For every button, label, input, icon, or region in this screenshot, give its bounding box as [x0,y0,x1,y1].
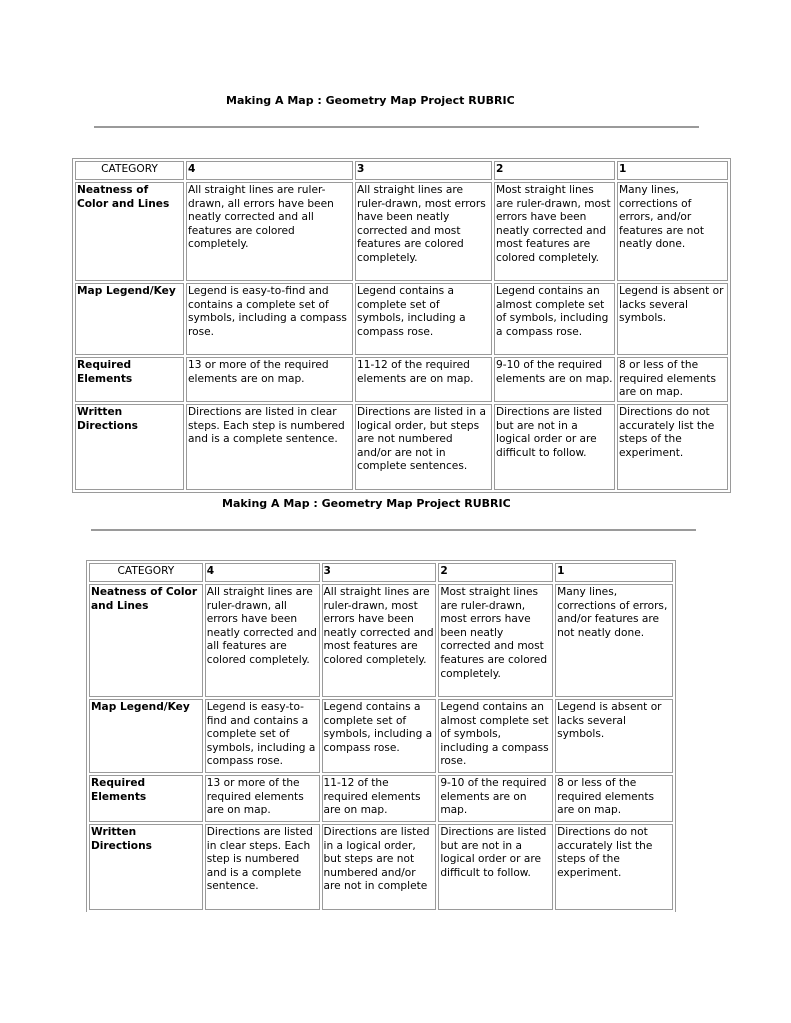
cell-score-1: 8 or less of the required elements are on map. [555,775,673,822]
cell-score-1: Directions do not accurately list the steps of the experiment. [617,404,728,490]
cell-score-1: Legend is absent or lacks several symbols. [555,699,673,773]
cell-score-1: 8 or less of the required elements are on map. [617,357,728,402]
cell-score-4: All straight lines are ruler-drawn, all errors have been neatly corrected and all features are colored completely. [186,182,353,281]
cell-score-3: 11-12 of the required elements are on map. [322,775,437,822]
cell-score-2: Most straight lines are ruler-drawn, most errors have been neatly corrected and most features are colored completely. [438,584,553,697]
cell-score-3: All straight lines are ruler-drawn, most errors have been neatly corrected and most features are colored completely. [355,182,492,281]
cell-score-4: Directions are listed in clear steps. Each step is numbered and is a complete sentence. [205,824,320,910]
divider [91,529,696,531]
table-row [75,404,728,490]
cell-score-1: Many lines, corrections of errors, and/or features are not neatly done. [617,182,728,281]
cell-score-1: Legend is absent or lacks several symbols. [617,283,728,355]
header-score-4: 4 [186,161,353,180]
header-score-3: 3 [355,161,492,180]
cell-score-2: Directions are listed but are not in a logical order or are difficult to follow. [438,824,553,910]
cell-score-3: All straight lines are ruler-drawn, most errors have been neatly corrected and most features are colored completely. [322,584,437,697]
cell-score-4: Directions are listed in clear steps. Each step is numbered and is a complete sentence. [186,404,353,490]
cell-score-2: Legend contains an almost complete set of symbols, including a compass rose. [438,699,553,773]
table-row [75,357,728,402]
header-score-4: 4 [205,563,320,582]
header-score-2: 2 [438,563,553,582]
table-row [75,283,728,355]
cell-score-4: Legend is easy-to-find and contains a complete set of symbols, including a compass rose. [205,699,320,773]
cell-score-4: 13 or more of the required elements are on map. [186,357,353,402]
rubric-table-clip [86,560,678,916]
cell-score-4: All straight lines are ruler-drawn, all errors have been neatly corrected and all features are colored completely. [205,584,320,697]
cell-score-3: 11-12 of the required elements are on map. [355,357,492,402]
cell-score-2: 9-10 of the required elements are on map. [494,357,615,402]
row-category: Neatness of Color and Lines [75,182,184,281]
header-score-3: 3 [322,563,437,582]
cell-score-2: 9-10 of the required elements are on map. [438,775,553,822]
cell-score-4: 13 or more of the required elements are on map. [205,775,320,822]
cell-score-4: Legend is easy-to-find and contains a complete set of symbols, including a compass rose. [186,283,353,355]
cell-score-2: Directions are listed but are not in a logical order or are difficult to follow. [494,404,615,490]
header-score-2: 2 [494,161,615,180]
page-title: Making A Map : Geometry Map Project RUBRIC [222,497,511,510]
cell-score-1: Directions do not accurately list the steps of the experiment. [555,824,673,910]
cell-score-3: Legend contains a complete set of symbols, including a compass rose. [355,283,492,355]
cell-score-2: Legend contains an almost complete set of symbols, including a compass rose. [494,283,615,355]
header-row [89,563,673,582]
table-row [75,182,728,281]
header-row [75,161,728,180]
header-category: CATEGORY [89,563,203,582]
rubric-table [72,158,731,493]
table-row [89,584,673,697]
table-row [89,824,673,910]
header-score-1: 1 [555,563,673,582]
row-category: Map Legend/Key [89,699,203,773]
row-category: Required Elements [89,775,203,822]
row-category: Written Directions [75,404,184,490]
header-score-1: 1 [617,161,728,180]
page-title: Making A Map : Geometry Map Project RUBRIC [226,94,515,107]
row-category: Neatness of Color and Lines [89,584,203,697]
header-category: CATEGORY [75,161,184,180]
table-row [89,775,673,822]
cell-score-3: Legend contains a complete set of symbols, including a compass rose. [322,699,437,773]
cell-score-1: Many lines, corrections of errors, and/or features are not neatly done. [555,584,673,697]
table-row [89,699,673,773]
cell-score-3: Directions are listed in a logical order, but steps are not numbered and/or are not in complete [322,824,437,910]
row-category: Map Legend/Key [75,283,184,355]
row-category: Required Elements [75,357,184,402]
cell-score-3: Directions are listed in a logical order, but steps are not numbered and/or are not in complete sentences. [355,404,492,490]
cell-score-2: Most straight lines are ruler-drawn, most errors have been neatly corrected and most features are colored completely. [494,182,615,281]
row-category: Written Directions [89,824,203,910]
divider [94,126,699,128]
rubric-table [86,560,676,912]
